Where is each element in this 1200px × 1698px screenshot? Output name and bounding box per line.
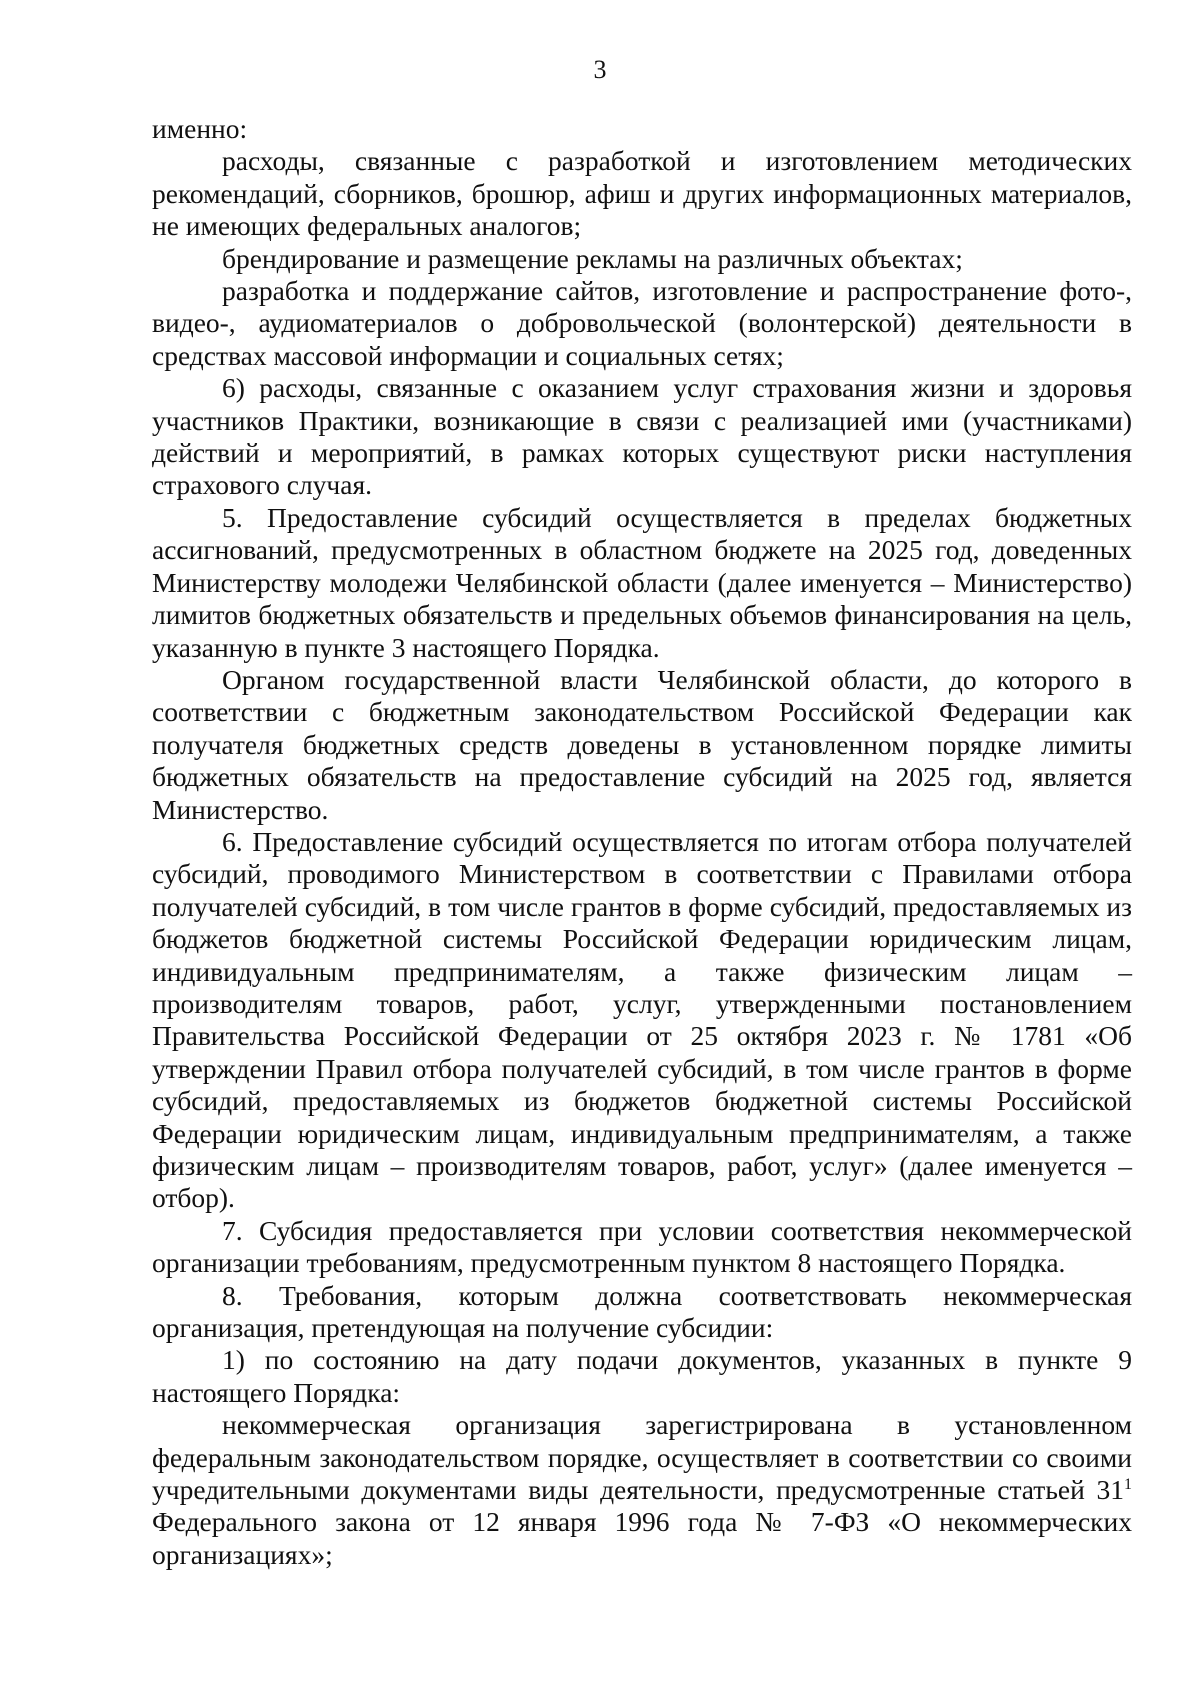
paragraph-8: 6. Предоставление субсидий осуществляется по итогам отбора получателей субсидий, проводимого Министерством в соответствии с Правилами отбора получателей субсидий, в том числе грантов в форме субсидий, предоставляемых из бюджетов бюджетной системы Российской Федерации юридическим лицам, индивидуальным предпринимателям, а также физическим лицам – производителям товаров, работ, услуг, утвержденными постановлением Правительства Российской Федерации от 25 октября 2023 г. № 1781 «Об утверждении Правил отбора получателей субсидий, в том числе грантов в форме субсидий, предоставляемых из бюджетов бюджетной системы Российской Федерации юридическим лицам, индивидуальным предпринимателям, а также физическим лицам – производителям товаров, работ, услуг» (далее именуется – отбор).: [152, 825, 1132, 1214]
paragraph-5: 6) расходы, связанные с оказанием услуг страхования жизни и здоровья участников Практики, возникающие в связи с реализацией ими (участниками) действий и мероприятий, в рамках которых существуют риски наступления страхового случая.: [152, 372, 1132, 501]
paragraph-3: брендирование и размещение рекламы на различных объектах;: [222, 242, 963, 274]
paragraph-4: разработка и поддержание сайтов, изготовление и распространение фото-, видео-, аудиоматериалов о добровольческой (волонтерской) деятельности в средствах массовой информации и социальных сетях;: [152, 275, 1132, 371]
paragraph-12-text-a: некоммерческая организация зарегистрирована в установленном федеральным законодательством порядке, осуществляет в соответствии со своими учредительными документами виды деятельности, предусмотренные статьей 31: [152, 1409, 1132, 1506]
paragraph-7: Органом государственной власти Челябинской области, до которого в соответствии с бюджетным законодательством Российской Федерации как получателя бюджетных средств доведены в установленном порядке лимиты бюджетных обязательств на предоставление субсидий на 2025 год, является Министерство.: [152, 663, 1132, 825]
page-number: 3: [593, 55, 607, 84]
paragraph-1: именно:: [152, 113, 248, 144]
paragraph-11: 1) по состоянию на дату подачи документов, указанных в пункте 9 настоящего Порядка:: [152, 1344, 1132, 1408]
paragraph-2: расходы, связанные с разработкой и изготовлением методических рекомендаций, сборников, брошюр, афиш и других информационных материалов, не имеющих федеральных аналогов;: [152, 145, 1132, 242]
paragraph-9: 7. Субсидия предоставляется при условии соответствия некоммерческой организации требованиям, предусмотренным пунктом 8 настоящего Порядка.: [152, 1214, 1132, 1279]
document-body: [152, 113, 1132, 1571]
article-superscript: 1: [1124, 1475, 1132, 1493]
paragraph-12: [152, 1409, 1132, 1571]
paragraph-10: 8. Требования, которым должна соответствовать некоммерческая организация, претендующая на получение субсидии:: [152, 1279, 1132, 1344]
paragraph-6: 5. Предоставление субсидий осуществляется в пределах бюджетных ассигнований, предусмотренных в областном бюджете на 2025 год, доведенных Министерству молодежи Челябинской области (далее именуется – Министерство) лимитов бюджетных обязательств и предельных объемов финансирования на цель, указанную в пункте 3 настоящего Порядка.: [152, 501, 1132, 663]
paragraph-12-text-b: Федерального закона от 12 января 1996 года № 7-ФЗ «О некоммерческих организациях»;: [152, 1506, 1132, 1570]
